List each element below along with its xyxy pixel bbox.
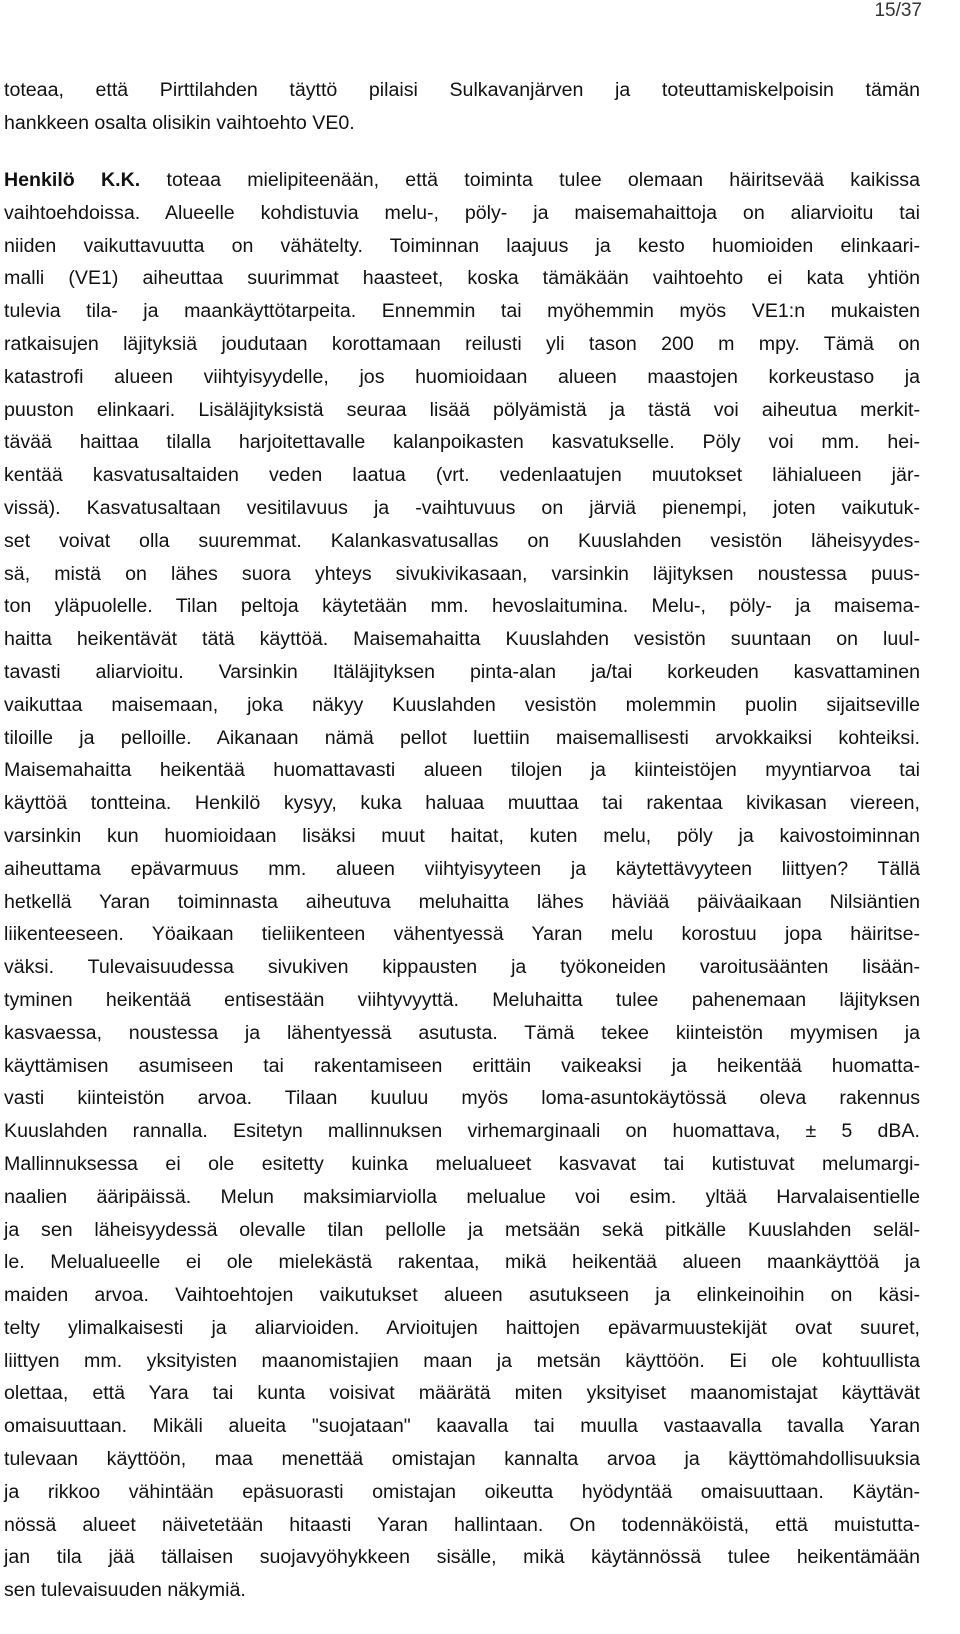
text-line: le. Melualueelle ei ole mielekästä rakentaa, mikä heikentää alueen maankäyttöä ja [4, 1251, 920, 1274]
text-line: väksi. Tulevaisuudessa sivukiven kippausten ja työkoneiden varoitusäänten lisään- [4, 956, 920, 979]
text-line: naalien ääripäissä. Melun maksimiarviolla melualue voi esim. yltää Harvalaisentielle [4, 1185, 920, 1208]
text-line: liikenteeseen. Yöaikaan tieliikenteen vähentyessä Yaran melu korostuu jopa häiritse- [4, 923, 920, 946]
text-line: hetkellä Yaran toiminnasta aiheutuva meluhaitta lähes häviää päiväaikaan Nilsiäntien [4, 890, 920, 913]
text-line: katastrofi alueen viihtyisyydelle, jos huomioidaan alueen maastojen korkeustaso ja [4, 365, 920, 388]
text-line: varsinkin kun huomioidaan lisäksi muut haitat, kuten melu, pöly ja kaivostoiminnan [4, 824, 920, 847]
text-line: nössä alueet näivetetään hitaasti Yaran hallintaan. On todennäköistä, että muistutta- [4, 1513, 920, 1536]
text-line: sä, mistä on lähes suora yhteys sivukivikasaan, varsinkin läjityksen noustessa puus- [4, 562, 920, 585]
text-line: liittyen mm. yksityisten maanomistajien maan ja metsän käyttöön. Ei ole kohtuullista [4, 1349, 920, 1372]
paragraph-intro [4, 74, 920, 140]
text-line: kentää kasvatusaltaiden veden laatua (vrt. vedenlaatujen muutokset lähialueen jär- [4, 464, 920, 487]
text-line: vaihtoehdoissa. Alueelle kohdistuvia melu-, pöly- ja maisemahaittoja on aliarvioitu tai [4, 201, 920, 224]
text-line: ja sen läheisyydessä olevalle tilan pellolle ja metsään sekä pitkälle Kuuslahden seläl- [4, 1218, 920, 1241]
text-line: malli (VE1) aiheuttaa suurimmat haasteet, koska tämäkään vaihtoehto ei kata yhtiön [4, 267, 920, 290]
text-line: aiheuttama epävarmuus mm. alueen viihtyisyyteen ja käytettävyyteen liittyen? Tällä [4, 857, 920, 880]
text-line: niiden vaikuttavuutta on vähätelty. Toiminnan laajuus ja kesto huomioiden elinkaari- [4, 234, 920, 257]
text-line: Kuuslahden rannalla. Esitetyn mallinnuksen virhemarginaali on huomattava, ± 5 dBA. [4, 1120, 920, 1143]
text-line: kasvaessa, noustessa ja lähentyessä asutusta. Tämä tekee kiinteistön myymisen ja [4, 1021, 920, 1044]
page-number: 15/37 [874, 0, 922, 21]
text-line-first [4, 164, 920, 197]
text-line: Maisemahaitta heikentää huomattavasti alueen tilojen ja kiinteistöjen myyntiarvoa tai [4, 759, 920, 782]
text-line: käyttöä tontteina. Henkilö kysyy, kuka haluaa muuttaa tai rakentaa kivikasan viereen, [4, 792, 920, 815]
text-line: ton yläpuolelle. Tilan peltoja käytetään mm. hevoslaitumina. Melu-, pöly- ja maisema- [4, 595, 920, 618]
text-line: vissä). Kasvatusaltaan vesitilavuus ja -vaihtuvuus on järviä pienempi, joten vaikutuk- [4, 496, 920, 519]
text-line: Mallinnuksessa ei ole esitetty kuinka melualueet kasvavat tai kutistuvat melumargi- [4, 1152, 920, 1175]
text-line: telty ylimalkaisesti ja aliarvioiden. Arvioitujen haittojen epävarmuustekijät ovat suuret, [4, 1316, 920, 1339]
text-line-rest: toteaa mielipiteenään, että toiminta tulee olemaan häiritsevää kaikissa [166, 169, 920, 191]
text-line: tulevaan käyttöön, maa menettää omistajan kannalta arvoa ja käyttömahdollisuuksia [4, 1448, 920, 1471]
text-line: tavasti aliarvioitu. Varsinkin Itäläjityksen pinta-alan ja/tai korkeuden kasvattaminen [4, 660, 920, 683]
text-line: set voivat olla suuremmat. Kalankasvatusallas on Kuuslahden vesistön läheisyydes- [4, 529, 920, 552]
text-line: tulevia tila- ja maankäyttötarpeita. Ennemmin tai myöhemmin myös VE1:n mukaisten [4, 300, 920, 323]
text-line: maiden arvoa. Vaihtoehtojen vaikutukset alueen asutukseen ja elinkeinoihin on käsi- [4, 1284, 920, 1307]
text-line: jan tila jää tällaisen suojavyöhykkeen sisälle, mikä käytännössä tulee heikentämään [4, 1546, 920, 1569]
text-line: olettaa, että Yara tai kunta voisivat määrätä miten yksityiset maanomistajat käyttävät [4, 1382, 920, 1405]
speaker-name: Henkilö K.K. [4, 169, 141, 191]
text-line: ja rikkoo vähintään epäsuorasti omistajan oikeutta hyödyntää omaisuuttaan. Käytän- [4, 1480, 920, 1503]
text-line: haitta heikentävät tätä käyttöä. Maisemahaitta Kuuslahden vesistön suuntaan on luul- [4, 628, 920, 651]
paragraph-statement [4, 164, 920, 1607]
text-line: puuston elinkaari. Lisäläjityksistä seuraa lisää pölyämistä ja tästä voi aiheutua merkit- [4, 398, 920, 421]
text-line: toteaa, että Pirttilahden täyttö pilaisi Sulkavanjärven ja toteuttamiskelpoisin tämän [4, 79, 920, 101]
text-line: tyminen heikentää entisestään viihtyvyyttä. Meluhaitta tulee pahenemaan läjityksen [4, 988, 920, 1011]
text-line: hankkeen osalta olisikin vaihtoehto VE0. [4, 111, 355, 134]
text-line: sen tulevaisuuden näkymiä. [4, 1579, 246, 1602]
text-line: omaisuuttaan. Mikäli alueita "suojataan" kaavalla tai muulla vastaavalla tavalla Yaran [4, 1415, 920, 1438]
text-line: käyttämisen asumiseen tai rakentamiseen erittäin vaikeaksi ja heikentää huomatta- [4, 1054, 920, 1077]
text-line: vaikuttaa maisemaan, joka näkyy Kuuslahden vesistön molemmin puolin sijaitseville [4, 693, 920, 716]
text-line: vasti kiinteistön arvoa. Tilaan kuuluu myös loma-asuntokäytössä oleva rakennus [4, 1087, 920, 1110]
text-line: ratkaisujen läjityksiä joudutaan korottamaan reilusti yli tason 200 m mpy. Tämä on [4, 332, 920, 355]
text-line: tiloille ja pelloille. Aikanaan nämä pellot luettiin maisemallisesti arvokkaiksi kohteiksi. [4, 726, 920, 749]
text-line: tävää haittaa tilalla harjoitettavalle kalanpoikasten kasvatukselle. Pöly voi mm. hei- [4, 431, 920, 454]
